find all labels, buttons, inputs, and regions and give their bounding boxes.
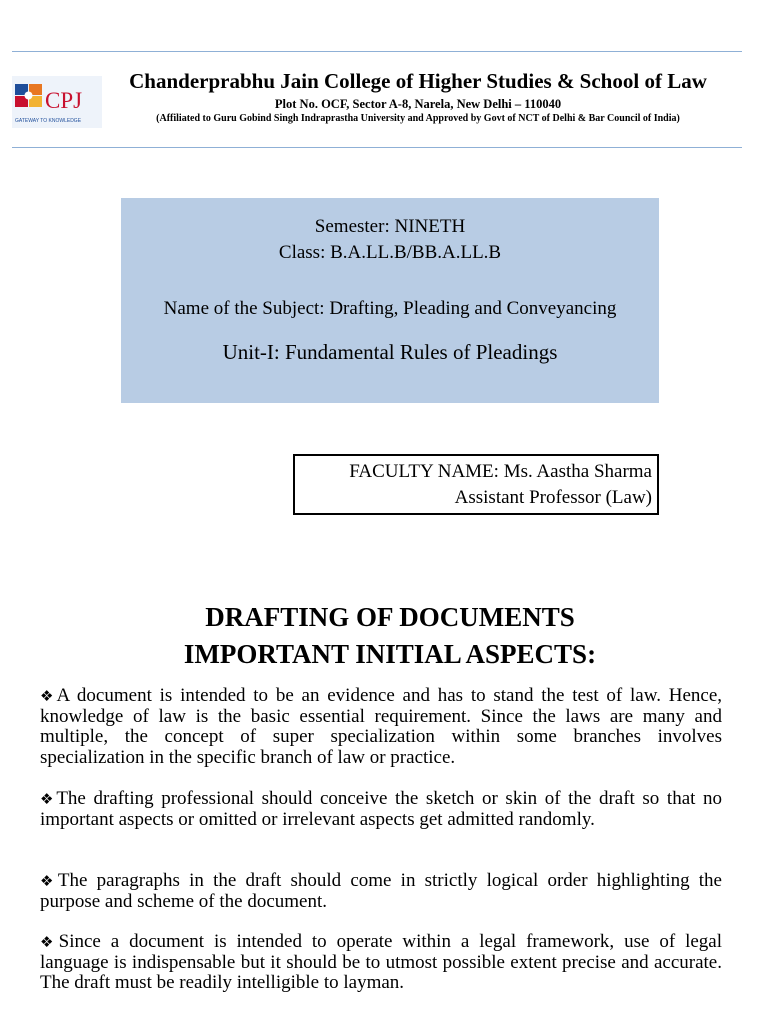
faculty-name: FACULTY NAME: Ms. Aastha Sharma (349, 461, 652, 482)
header-bottom-rule (12, 147, 742, 148)
unit-title: Unit-I: Fundamental Rules of Pleadings (222, 340, 558, 364)
semester-label: Semester: NINETH (314, 216, 466, 237)
bullet-point (40, 871, 722, 912)
faculty-box (293, 454, 659, 515)
logo-tagline: GATEWAY TO KNOWLEDGE (15, 118, 82, 124)
bullet-text: The paragraphs in the draft should come in strictly logical order highlighting the purpose and scheme of the document. (40, 870, 722, 912)
bullet-text: A document is intended to be an evidence and has to stand the test of law. Hence, knowledge of law is the basic essential requirement. Since the laws are many and multiple, the concept of super specialization within some branches involves specialization in the specific branch of law or practice. (40, 685, 723, 768)
diamond-bullet-icon: ❖ (40, 933, 59, 951)
bullet-point (40, 686, 722, 768)
logo-wordmark: CPJ (45, 88, 83, 113)
header-top-rule (12, 51, 742, 52)
course-info-box (121, 198, 659, 403)
college-address: Plot No. OCF, Sector A-8, Narela, New Delhi – 110040 (274, 97, 562, 111)
diamond-bullet-icon: ❖ (40, 790, 57, 808)
college-affiliation: (Affiliated to Guru Gobind Singh Indraprastha University and Approved by Govt of NCT of Delhi & Bar Council of India) (156, 113, 680, 124)
diamond-bullet-icon: ❖ (40, 687, 57, 705)
faculty-designation: Assistant Professor (Law) (454, 487, 652, 508)
bullet-text: Since a document is intended to operate within a legal framework, use of legal language is indispensable but it should be to utmost possible extent precise and accurate. The draft must be readily intelligible to layman. (40, 931, 722, 993)
college-logo (12, 76, 102, 128)
bullet-point (40, 789, 722, 830)
diamond-bullet-icon: ❖ (40, 872, 58, 890)
subject-label: Name of the Subject: Drafting, Pleading and Conveyancing (163, 298, 617, 319)
bullet-text: The drafting professional should conceive the sketch or skin of the draft so that no important aspects or omitted or irrelevant aspects get admitted randomly. (40, 788, 723, 830)
class-label: Class: B.A.LL.B/BB.A.LL.B (278, 242, 502, 263)
section-heading-line1: DRAFTING OF DOCUMENTS (205, 602, 575, 632)
bullet-point (40, 932, 722, 994)
section-heading-line2: IMPORTANT INITIAL ASPECTS: (183, 639, 597, 669)
college-name: Chanderprabhu Jain College of Higher Studies & School of Law (129, 69, 707, 93)
